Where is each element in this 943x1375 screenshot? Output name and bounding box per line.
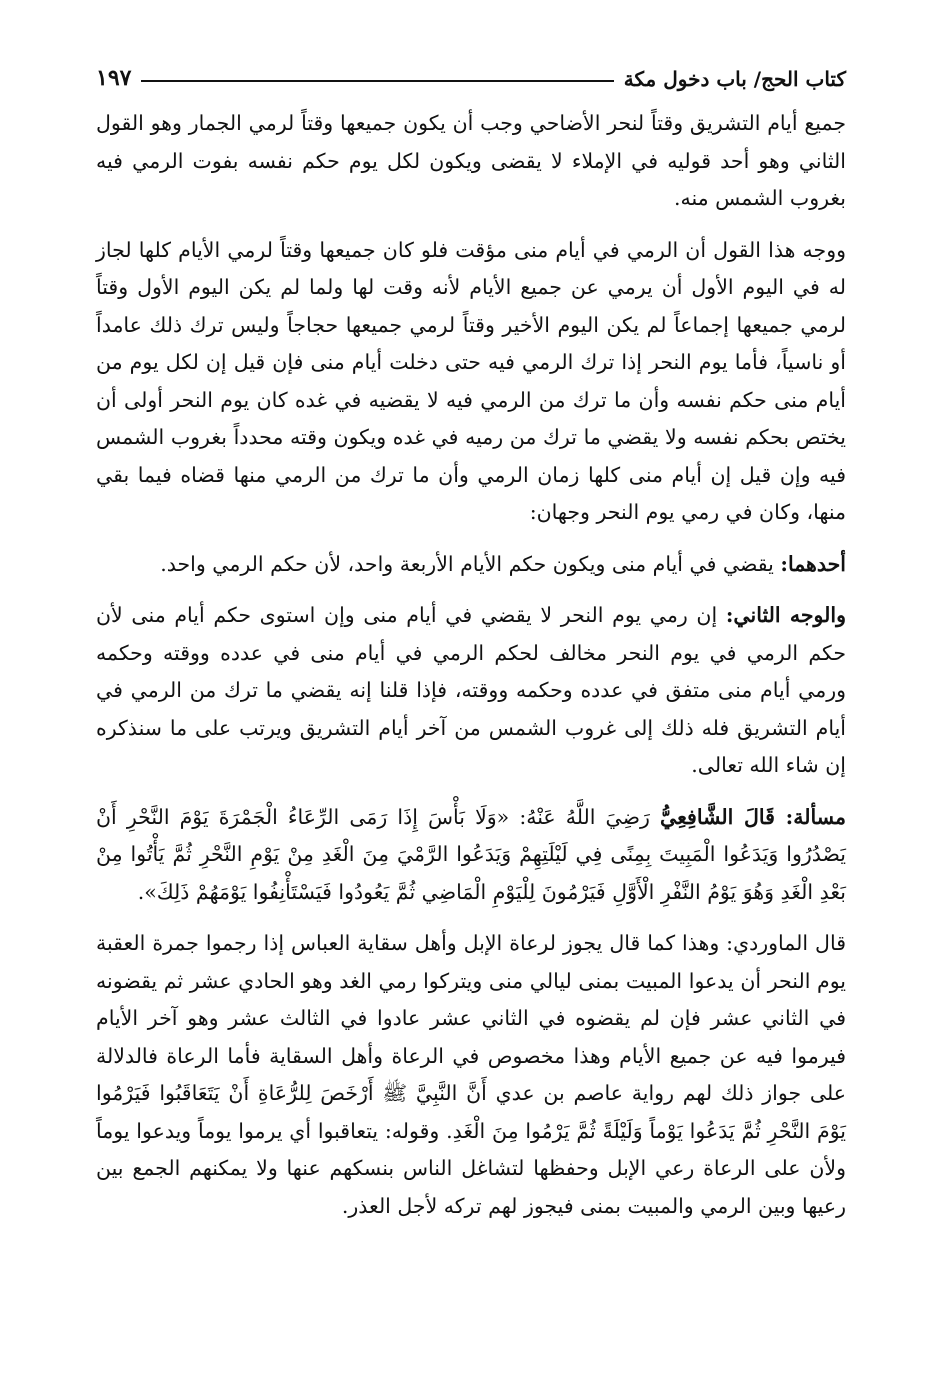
paragraph-3 xyxy=(96,546,846,584)
page-header xyxy=(96,55,846,91)
header-rule xyxy=(141,80,613,82)
paragraph-6 xyxy=(96,925,846,1225)
paragraph-lead: أحدهما: xyxy=(780,551,846,576)
running-title: كتاب الحج/ باب دخول مكة xyxy=(623,67,846,91)
paragraph-lead: مسألة: قَالَ الشَّافِعِيُّ xyxy=(660,804,846,829)
paragraph-2 xyxy=(96,232,846,532)
page-number: ١٩٧ xyxy=(96,65,132,91)
paragraph-text: إن رمي يوم النحر لا يقضي في أيام منى وإن استوى حكم أيام منى لأن حكم الرمي في يوم النحر مخالف لحكم الرمي في أيام منى في عدده ووقته وحكمه ورمي أيام منى متفق في عدده وحكمه ووقته، فإذا قلنا إنه يقضي ما ترك من الرمي في أيام التشريق فله ذلك إلى غروب الشمس من آخر أيام التشريق ويرتب على ما سنذكره إن شاء الله تعالى. xyxy=(96,603,846,777)
paragraph-5 xyxy=(96,799,846,912)
paragraph-1 xyxy=(96,105,846,218)
book-page xyxy=(96,55,846,1239)
paragraph-text: جميع أيام التشريق وقتاً لنحر الأضاحي وجب أن يكون جميعها وقتاً لرمي الجمار وهو القول الثاني وهو أحد قوليه في الإملاء لا يقضى ويكون لكل يوم حكم نفسه بفوت الرمي فيه بغروب الشمس منه. xyxy=(96,111,846,210)
paragraph-text: رَضِيَ اللَّهُ عَنْهُ: «وَلَا بَأْسَ إِذَا رَمَى الرِّعَاءُ الْجَمْرَةَ يَوْمَ النَّحْرِ أَنْ يَصْدُرُوا وَيَدَعُوا الْمَبِيتَ بِمِنًى فِي لَيْلَتِهِمْ وَيَدَعُوا الرَّمْيَ مِنَ الْغَدِ مِنْ يَوْمِ النَّحْرِ ثُمَّ يَأْتُوا مِنْ بَعْدِ الْغَدِ وَهُوَ يَوْمُ النَّفْرِ الْأَوَّلِ فَيَرْمُونَ لِلْيَوْمِ الْمَاضِي ثُمَّ يَعُودُوا فَيَسْتَأْنِفُوا يَوْمَهُمْ ذَلِكَ». xyxy=(96,804,846,904)
paragraph-text: قال الماوردي: وهذا كما قال يجوز لرعاة الإبل وأهل سقاية العباس إذا رجموا جمرة العقبة يوم النحر أن يدعوا المبيت بمنى ليالي منى ويتركوا رمي الغد وهو الحادي عشر ثم يقضونه في الثاني عشر فإن لم يقضوه في الثاني عشر عادوا في الثالث عشر وهو آخر الأيام فيرموا فيه عن جميع الأيام وهذا مخصوص في الرعاة وأهل السقاية فأما الرعاة فالدلالة على جواز ذلك لهم رواية عاصم بن عدي أَنَّ النَّبِيَّ ﷺ أَرْخَصَ لِلرُّعَاةِ أَنْ يَتَعَاقَبُوا فَيَرْمُوا يَوْمَ النَّحْرِ ثُمَّ يَدَعُوا يَوْماً وَلَيْلَةً ثُمَّ يَرْمُوا مِنَ الْغَدِ. وقوله: يتعاقبوا أي يرموا يوماً ويدعوا يوماً ولأن على الرعاة رعي الإبل وحفظها لتشاغل الناس بنسكهم عنها ولا يمكنهم الجمع بين رعيها وبين الرمي والمبيت بمنى فيجوز لهم تركه لأجل العذر. xyxy=(96,931,846,1218)
paragraph-text: ووجه هذا القول أن الرمي في أيام منى مؤقت فلو كان جميعها وقتاً لرمي الأيام كلها لجاز له في اليوم الأول أن يرمي عن جميع الأيام لأنه وقت لها ولما لم يكن اليوم الأول وقتاً لرمي جميعها إجماعاً لم يكن اليوم الأخير وقتاً لرمي جميعها حجاجاً وليس ترك ذلك عامداً أو ناسياً، فأما يوم النحر إذا ترك الرمي فيه حتى دخلت أيام منى فإن قيل إن لكل يوم من أيام منى حكم نفسه وأن ما ترك من الرمي فيه لا يقضيه في غده كان يوم النحر أولى أن يختص بحكم نفسه ولا يقضي ما ترك من رميه في غده ويكون وقته محدداً بغروب الشمس فيه وإن قيل إن أيام منى كلها زمان الرمي وأن ما ترك من الرمي منها قضاه فيما بقي منها، وكان في رمي يوم النحر وجهان: xyxy=(96,237,846,524)
paragraph-4 xyxy=(96,597,846,785)
paragraph-text: يقضي في أيام منى ويكون حكم الأيام الأربعة واحد، لأن حكم الرمي واحد. xyxy=(160,551,774,576)
paragraph-lead: والوجه الثاني: xyxy=(725,603,846,627)
